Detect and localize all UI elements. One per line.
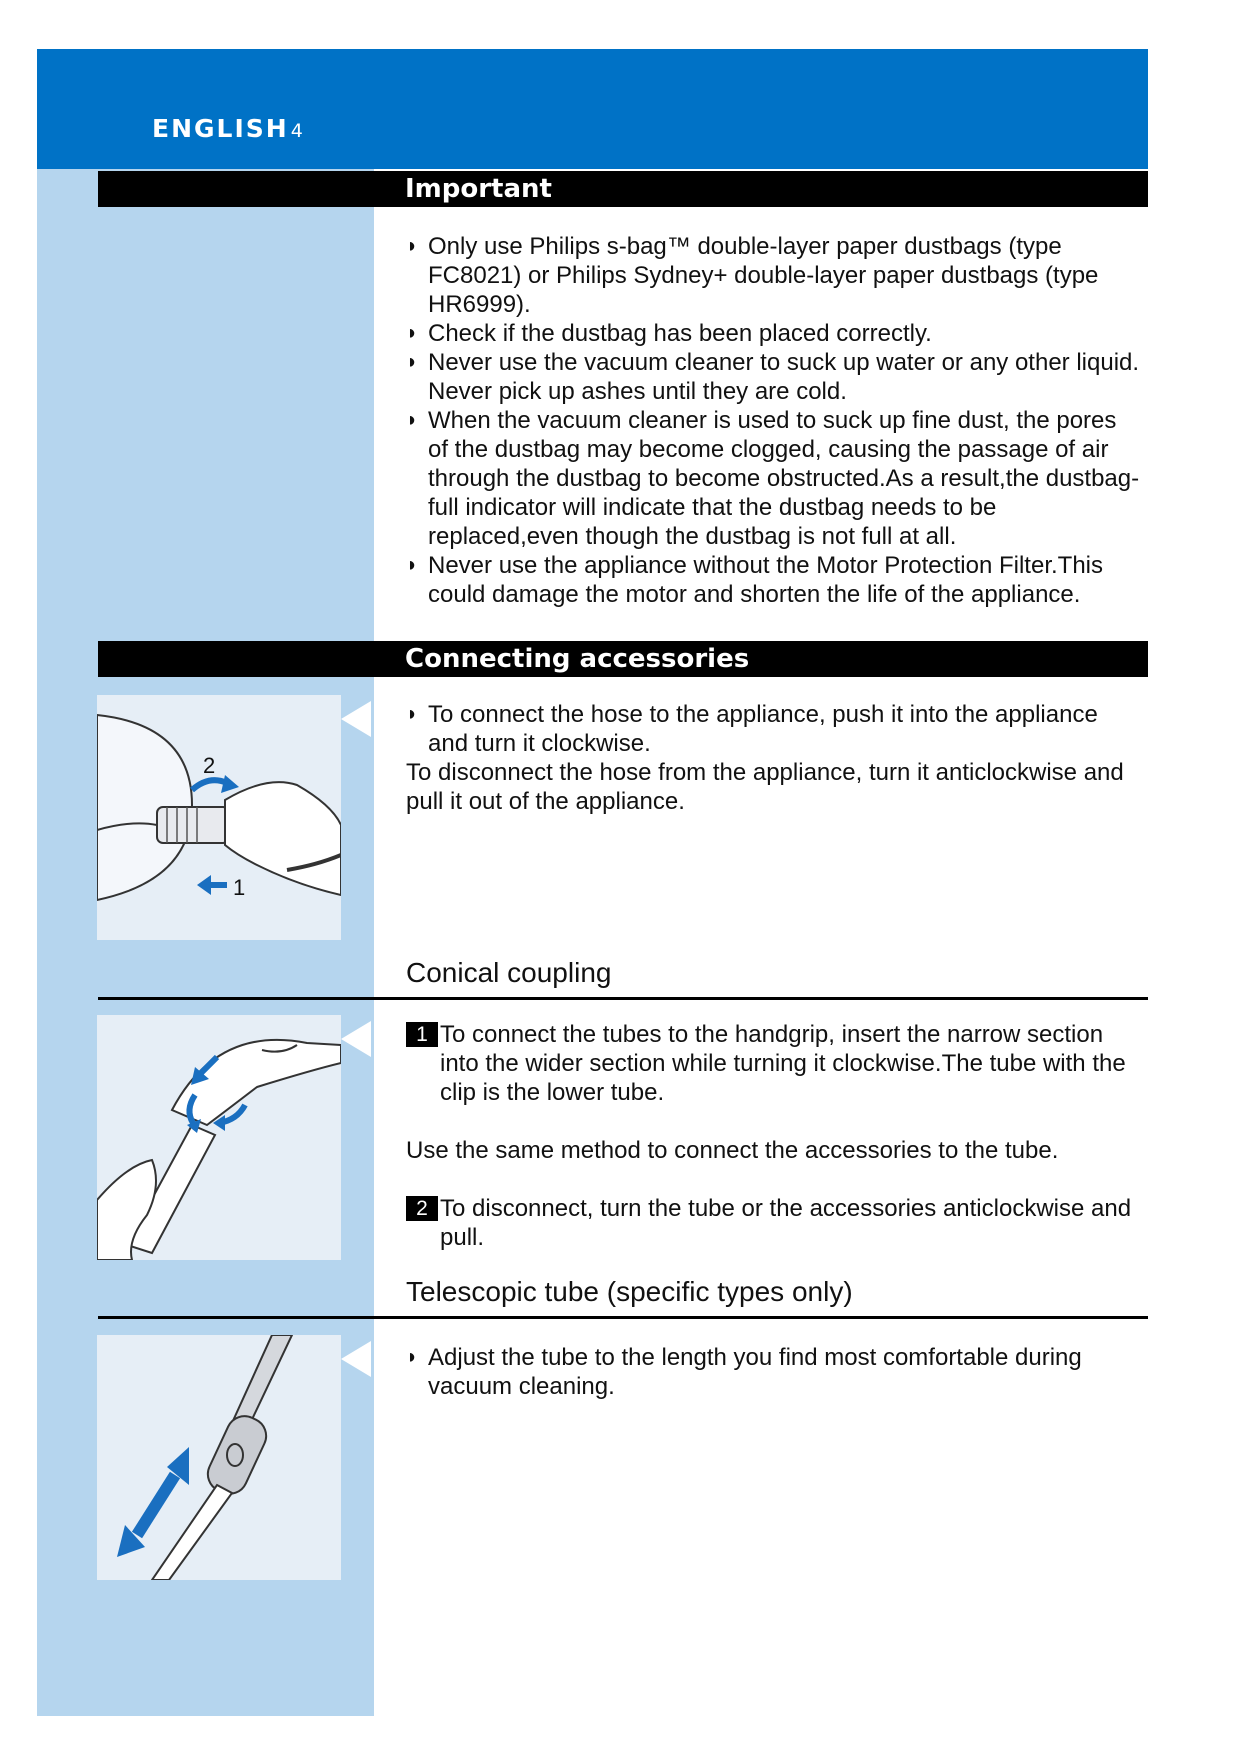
hose-connect-drawing — [97, 695, 341, 940]
bullet-icon: ◗ — [406, 554, 419, 576]
language-label: ENGLISH — [152, 114, 289, 143]
bullet-icon: ◗ — [406, 235, 419, 257]
header-language — [152, 114, 303, 143]
list-item-text: Never use the appliance without the Motor Protection Filter.This could damage the motor and shorten the life of the appliance. — [428, 552, 1103, 608]
conical-text — [406, 1020, 1141, 1252]
telescopic-text — [406, 1343, 1141, 1401]
adjust-arrow-shaft-icon — [137, 1475, 175, 1535]
tube-connect-illustration — [97, 1015, 341, 1260]
step-number-badge: 2 — [406, 1196, 438, 1221]
telescopic-rule — [98, 1316, 1148, 1319]
rotate-arrow-icon — [192, 780, 227, 790]
list-item-text: To connect the hose to the appliance, push it into the appliance and turn it clockwise. — [428, 701, 1098, 757]
list-item — [406, 319, 1141, 348]
bullet-icon: ◗ — [406, 351, 419, 373]
step-text: To connect the tubes to the handgrip, insert the narrow section into the wider section while turning it clockwise.The tube with the clip is the lower tube. — [440, 1021, 1126, 1106]
conical-heading: Conical coupling — [406, 957, 612, 988]
step-1 — [406, 1020, 1141, 1107]
bullet-icon: ◗ — [406, 409, 419, 431]
telescopic-pointer-arrow — [341, 1341, 371, 1377]
step-text: To disconnect, turn the tube or the accessories anticlockwise and pull. — [440, 1195, 1132, 1251]
important-list — [406, 232, 1141, 609]
important-heading: Important — [405, 174, 552, 204]
list-item — [406, 232, 1141, 319]
illustration-label-1: 1 — [233, 875, 246, 900]
list-item-text: When the vacuum cleaner is used to suck up fine dust, the pores of the dustbag may become clogged, causing the passage of air through the dustbag to become obstructed.As a result,the dustbag-full indicator will indicate that the dustbag needs to be replaced,even though the dustbag is not full at all. — [428, 407, 1140, 550]
conical-pointer-arrow — [341, 1021, 371, 1057]
list-item-text: Only use Philips s-bag™ double-layer paper dustbags (type FC8021) or Philips Sydney+ double-layer paper dustbags (type HR6999). — [428, 233, 1099, 318]
step-number-badge: 1 — [406, 1022, 438, 1047]
connecting-heading: Connecting accessories — [405, 644, 750, 674]
important-heading-bar — [98, 171, 1148, 207]
list-item-text: Adjust the tube to the length you find most comfortable during vacuum cleaning. — [428, 1344, 1082, 1400]
list-item — [406, 1343, 1141, 1401]
telescopic-heading: Telescopic tube (specific types only) — [406, 1276, 853, 1307]
step-2 — [406, 1194, 1141, 1252]
list-item — [406, 551, 1141, 609]
connect-pointer-arrow — [341, 701, 371, 737]
illustration-label-2: 2 — [203, 753, 216, 778]
telescopic-drawing — [97, 1335, 341, 1580]
bullet-icon: ◗ — [406, 1346, 419, 1368]
hose-connector-shape — [157, 807, 229, 843]
conical-paragraph: Use the same method to connect the accessories to the tube. — [406, 1137, 1059, 1164]
list-item — [406, 348, 1141, 406]
tube-connect-drawing — [97, 1015, 341, 1260]
connecting-text — [406, 700, 1141, 816]
hose-connect-illustration — [97, 695, 341, 940]
tube-slider-shape — [202, 1410, 272, 1499]
list-item-text: Never use the vacuum cleaner to suck up water or any other liquid. Never pick up ashes until they are cold. — [428, 349, 1140, 405]
push-arrow-head-icon — [197, 875, 211, 895]
connecting-heading-bar — [98, 641, 1148, 677]
list-item — [406, 406, 1141, 551]
conical-rule — [98, 997, 1148, 1000]
header-band — [37, 49, 1148, 169]
page-number: 4 — [290, 120, 303, 142]
list-item-text: Check if the dustbag has been placed correctly. — [428, 320, 932, 347]
telescopic-illustration — [97, 1335, 341, 1580]
bullet-icon: ◗ — [406, 703, 419, 725]
rotate-arrow-head-icon — [221, 775, 239, 793]
connecting-paragraph: To disconnect the hose from the appliance, turn it anticlockwise and pull it out of the appliance. — [406, 759, 1124, 815]
list-item — [406, 700, 1141, 758]
bullet-icon: ◗ — [406, 322, 419, 344]
